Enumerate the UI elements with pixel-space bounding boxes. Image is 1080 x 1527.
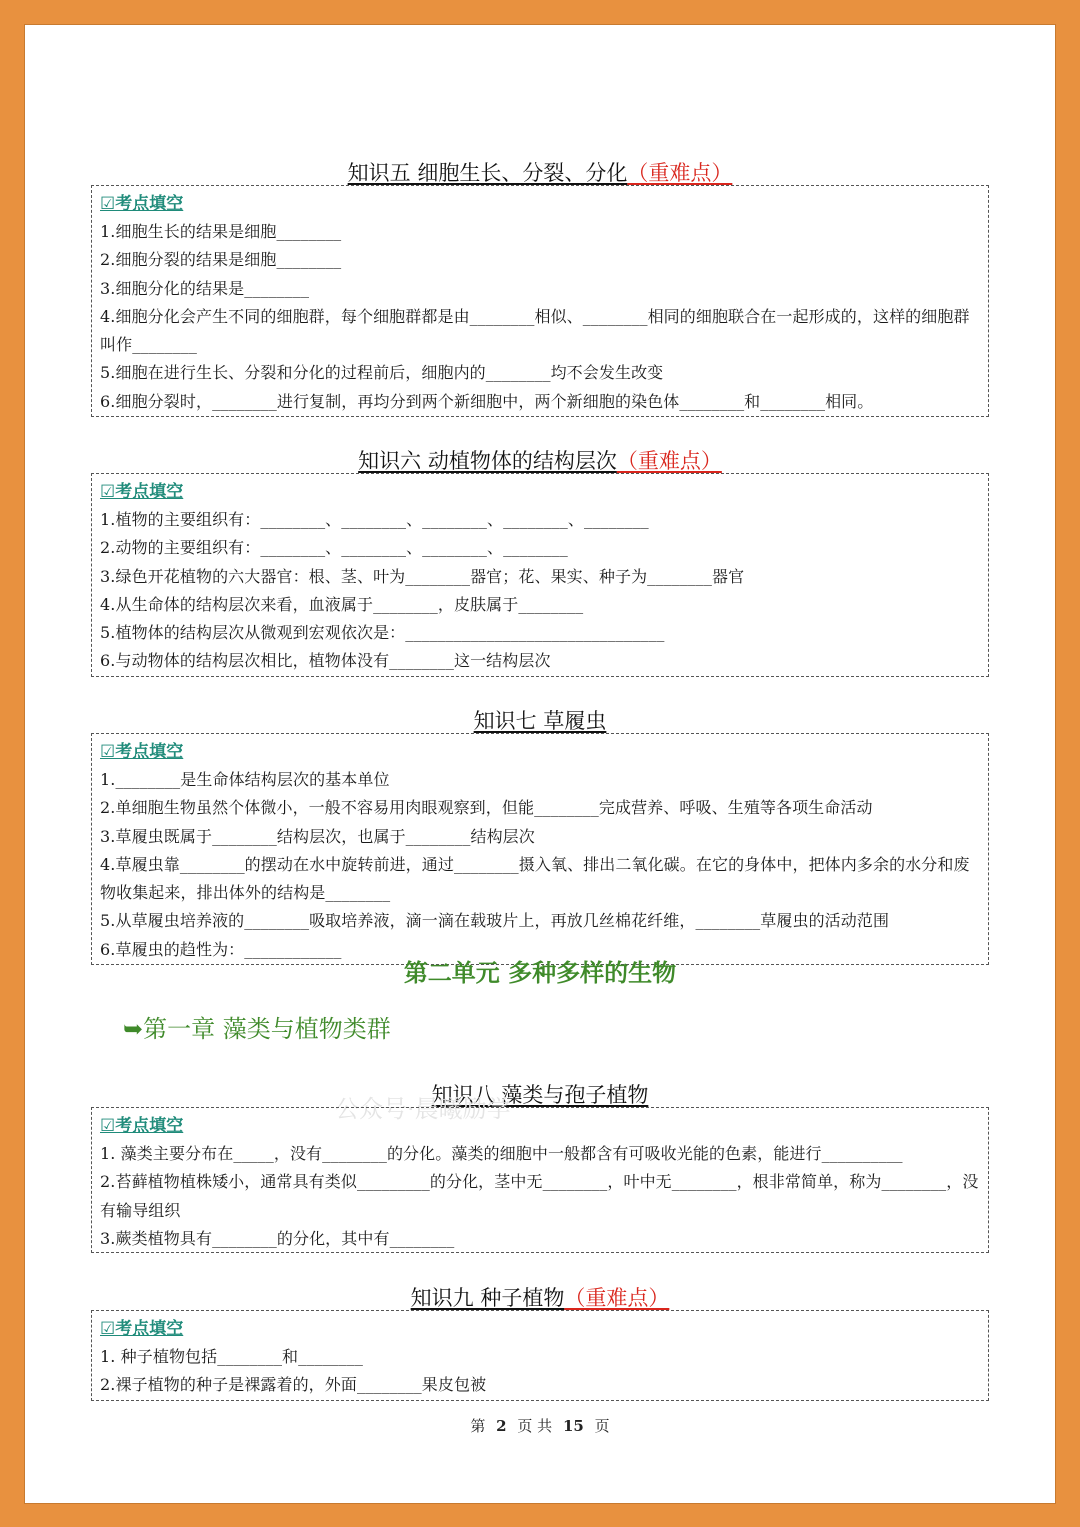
question-line: 4.草履虫靠________的摆动在水中旋转前进，通过________摄入氧、排出二氧化碳。在它的身体中，把体内多余的水分和废物收集起来，排出体外的结构是________ <box>100 854 970 903</box>
key-point-tag: （重难点） <box>616 449 722 473</box>
question-line: 3.蕨类植物具有________的分化，其中有________ <box>100 1228 455 1248</box>
footer-suffix: 页 <box>594 1417 610 1435</box>
section-title-text: 知识六 动植物体的结构层次 <box>358 449 617 473</box>
page-number: 2 <box>496 1417 507 1435</box>
question-line: 5.细胞在进行生长、分裂和分化的过程前后，细胞内的________均不会发生改变 <box>100 363 664 383</box>
section-title-9 <box>25 1282 1055 1312</box>
question-line: 6.与动物体的结构层次相比，植物体没有________这一结构层次 <box>100 651 551 671</box>
question-line: 1. 藻类主要分布在_____，没有________的分化。藻类的细胞中一般都含有可吸收光能的色素，能进行__________ <box>100 1144 903 1163</box>
question-line: 3.草履虫既属于________结构层次，也属于________结构层次 <box>100 826 535 846</box>
question-line: 2.细胞分裂的结果是细胞________ <box>100 250 342 270</box>
section-title-5 <box>25 157 1055 187</box>
fill-box-7 <box>91 733 989 965</box>
question-line: 2.动物的主要组织有：________、________、________、________ <box>100 538 568 558</box>
question-line: 3.细胞分化的结果是________ <box>100 278 310 298</box>
footer-prefix: 第 <box>470 1417 486 1435</box>
box-heading: ☑考点填空 <box>100 742 184 762</box>
fill-box-8 <box>91 1107 989 1253</box>
fill-box-6 <box>91 473 989 677</box>
question-line: 2.单细胞生物虽然个体微小，一般不容易用肉眼观察到，但能________完成营养、呼吸、生殖等各项生命活动 <box>100 798 873 818</box>
section-title-7 <box>25 705 1055 735</box>
chapter-title: ➥第一章 藻类与植物类群 <box>123 1015 391 1043</box>
watermark: 公众号·晨曦励学 <box>335 1095 511 1123</box>
key-point-tag: （重难点） <box>564 1286 670 1310</box>
question-line: 4.从生命体的结构层次来看，血液属于________，皮肤属于________ <box>100 594 584 614</box>
question-line: 1.________是生命体结构层次的基本单位 <box>100 770 390 789</box>
question-line: 6.细胞分裂时，________进行复制，再均分到两个新细胞中，两个新细胞的染色体________和________相同。 <box>100 391 874 411</box>
question-line: 1.植物的主要组织有：________、________、________、________、________ <box>100 510 649 529</box>
fill-box-5-content <box>91 185 989 417</box>
footer-mid1: 页 <box>517 1417 533 1435</box>
section-title-6 <box>25 445 1055 475</box>
question-line: 4.细胞分化会产生不同的细胞群，每个细胞群都是由________相似、________相同的细胞联合在一起形成的，这样的细胞群叫作________ <box>100 306 970 355</box>
section-title-text: 知识九 种子植物 <box>410 1286 565 1310</box>
section-title-text: 知识八 藻类与孢子植物 <box>431 1083 649 1107</box>
question-line: 1. 种子植物包括________和________ <box>100 1347 363 1366</box>
unit-title: 第二单元 多种多样的生物 <box>403 959 677 987</box>
footer-mid2: 共 <box>537 1417 553 1435</box>
total-pages: 15 <box>562 1417 584 1435</box>
page-footer <box>25 1415 1055 1436</box>
question-line: 2.裸子植物的种子是裸露着的，外面________果皮包被 <box>100 1375 487 1395</box>
section-title-8 <box>25 1079 1055 1109</box>
key-point-tag: （重难点） <box>627 161 733 185</box>
question-line: 5.从草履虫培养液的________吸取培养液，滴一滴在载玻片上，再放几丝棉花纤维，________草履虫的活动范围 <box>100 911 890 931</box>
section-title-text: 知识七 草履虫 <box>473 709 607 733</box>
box-heading: ☑考点填空 <box>100 1319 184 1339</box>
fill-box-9 <box>91 1310 989 1401</box>
question-line: 6.草履虫的趋性为：____________ <box>100 939 342 959</box>
question-line: 2.苔藓植物植株矮小，通常具有类似_________的分化，茎中无________，叶中无________，根非常简单，称为________，没有输导组织 <box>100 1172 979 1220</box>
box-heading: ☑考点填空 <box>100 1116 184 1136</box>
box-heading: ☑考点填空 <box>100 194 184 214</box>
question-line: 1.细胞生长的结果是细胞________ <box>100 222 342 241</box>
question-line: 5.植物体的结构层次从微观到宏观依次是：________________________________ <box>100 623 665 643</box>
document-page <box>24 24 1056 1504</box>
section-title-text: 知识五 细胞生长、分裂、分化 <box>347 161 628 185</box>
box-heading: ☑考点填空 <box>100 482 184 502</box>
question-line: 3.绿色开花植物的六大器官：根、茎、叶为________器官；花、果实、种子为________器官 <box>100 566 745 586</box>
